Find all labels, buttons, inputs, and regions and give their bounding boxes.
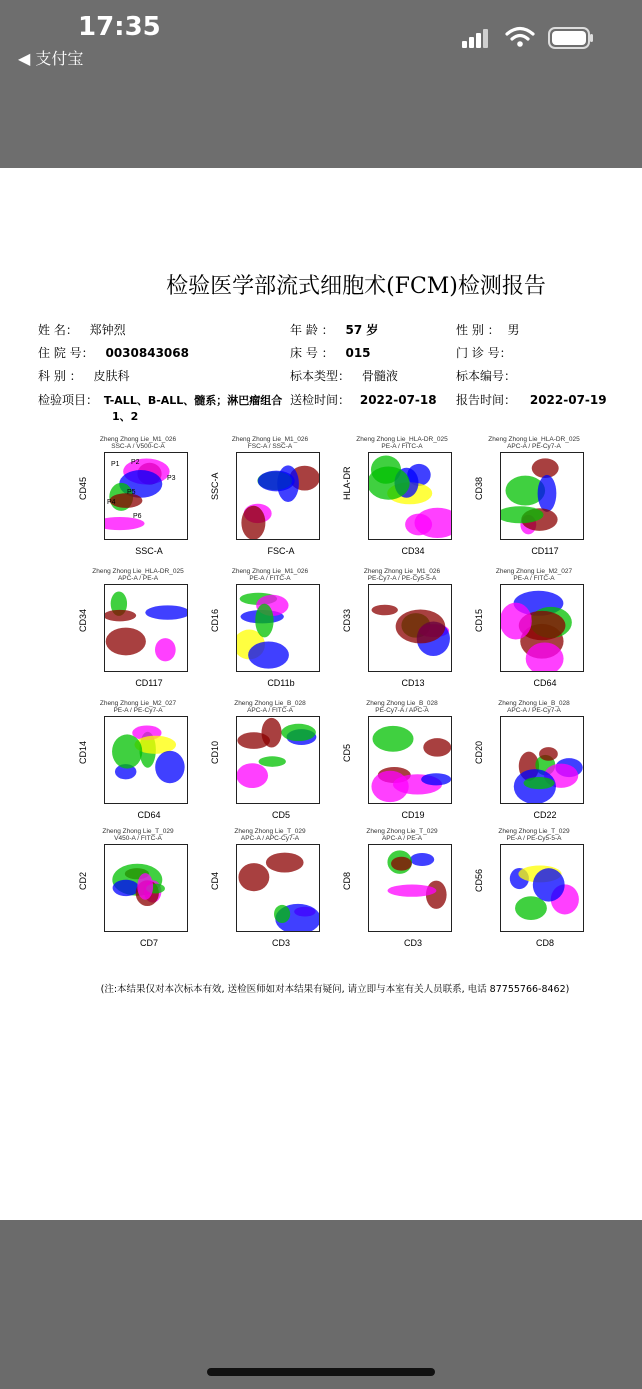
plot-y-label: CD45 [78, 476, 88, 500]
test-items-label: 检验项目： [38, 393, 99, 407]
plot-title-line1: Zheng Zhong Lie_T_029 [102, 828, 174, 835]
report-sheet [0, 168, 642, 1220]
scatter-cloud [237, 845, 319, 931]
plot-title-line1: Zheng Zhong Lie_B_028 [366, 700, 438, 707]
plot-title-line2: APC-A / PE-A [381, 835, 423, 842]
plot-title [78, 436, 198, 450]
plot-x-label: CD117 [531, 546, 559, 556]
outpatient-row [456, 344, 512, 361]
plot-title-line1: Zheng Zhong Lie_M1_026 [363, 568, 441, 575]
plot-y-label: SSC-A [210, 472, 220, 500]
cell-population [262, 718, 282, 748]
plot-title-line1: Zheng Zhong Lie_M2_027 [99, 700, 177, 707]
plot-title-line2: PE-Cy7-A / PE-Cy5-5-A [367, 575, 437, 582]
plot-title-line2: APC-A / PE-Cy7-A [507, 443, 561, 450]
cell-population [373, 726, 414, 752]
plot-title-line2: SSC-A / V500-C-A [111, 443, 165, 450]
plot-area [368, 844, 452, 932]
cell-population [258, 471, 295, 492]
dept-label: 科 别 ： [38, 369, 82, 383]
plot-y-label: HLA-DR [342, 466, 352, 500]
plot-y-label: CD14 [78, 740, 88, 764]
plot-area [500, 844, 584, 932]
cell-population [241, 506, 265, 539]
cell-population [421, 773, 451, 785]
plot-area [500, 716, 584, 804]
plot-title-line2: FSC-A / SSC-A [247, 443, 293, 450]
plot-x-label: CD19 [401, 810, 425, 820]
plot-title [342, 568, 462, 582]
scatter-plot [342, 828, 462, 948]
plot-y-label: CD34 [78, 608, 88, 632]
plot-y-label: CD10 [210, 740, 220, 764]
specimen-type: 骨髓液 [361, 369, 398, 383]
wifi-icon [505, 26, 535, 48]
bottom-area [0, 1220, 642, 1389]
cell-population [391, 857, 412, 871]
cell-population [105, 610, 136, 622]
dept-row [38, 367, 129, 384]
cell-population [396, 609, 446, 643]
plot-title [78, 828, 198, 842]
back-to-alipay-link[interactable]: ◀ 支付宝 [18, 49, 84, 68]
scatter-cloud [105, 585, 187, 671]
sent-time-label: 送检时间： [290, 393, 351, 407]
scatter-plot [474, 700, 594, 820]
plot-title [474, 568, 594, 582]
test-items-continued: 1、2 [112, 410, 139, 423]
plot-title [474, 700, 594, 714]
name-row [38, 321, 126, 338]
patient-age: 57 岁 [345, 323, 379, 337]
scatter-cloud [237, 717, 319, 803]
scatter-cloud [105, 717, 187, 803]
gate-label: P2 [131, 459, 140, 466]
cell-population [532, 458, 559, 478]
cell-population [281, 724, 316, 741]
gate-label: P6 [133, 513, 142, 520]
plot-title-line2: APC-A / PE-A [117, 575, 159, 582]
plot-title-line2: PE-A / FITC-A [513, 575, 555, 582]
cell-population [369, 467, 410, 500]
scatter-cloud [369, 845, 451, 931]
report-time-label: 报告时间： [456, 393, 517, 407]
scatter-plot [210, 436, 330, 556]
plot-area [500, 584, 584, 672]
gate-label: P1 [111, 461, 120, 468]
plot-area [104, 584, 188, 672]
plot-title [210, 828, 330, 842]
specimen-type-row [290, 367, 398, 384]
plot-x-label: CD22 [533, 810, 557, 820]
cell-population [423, 738, 451, 757]
report-title: 检验医学部流式细胞术(FCM)检测报告 [166, 274, 546, 299]
plot-y-label: CD33 [342, 608, 352, 632]
scatter-cloud [369, 453, 451, 539]
plot-x-label: CD11b [267, 678, 295, 688]
scatter-plot [78, 568, 198, 688]
status-time: 17:35 [78, 12, 161, 42]
cell-population [388, 884, 437, 896]
plot-title-line2: APC-A / APC-Cy7-A [240, 835, 300, 842]
scatter-plot [474, 568, 594, 688]
plot-title-line1: Zheng Zhong Lie_T_029 [498, 828, 570, 835]
signal-icon [462, 28, 490, 48]
plot-title-line1: Zheng Zhong Lie_M1_026 [231, 436, 309, 443]
plot-area [236, 452, 320, 540]
plot-x-label: CD64 [533, 678, 557, 688]
plot-area [368, 452, 452, 540]
plot-y-label: CD5 [342, 744, 352, 763]
battery-icon [548, 27, 594, 49]
plot-title [474, 436, 594, 450]
plot-x-label: CD8 [535, 938, 554, 948]
plot-title-line1: Zheng Zhong Lie_B_028 [498, 700, 570, 707]
gate-label: P4 [107, 499, 116, 506]
home-indicator[interactable] [207, 1368, 435, 1376]
scatter-cloud [369, 585, 451, 671]
cell-population [501, 603, 532, 640]
inpatient-row [38, 344, 189, 361]
plot-title-line2: APC-A / FITC-A [247, 707, 293, 714]
test-items-row [38, 391, 282, 408]
plot-title-line2: PE-A / PE-Cy5-5-A [506, 835, 562, 842]
plot-y-label: CD16 [210, 608, 220, 632]
scatter-cloud [501, 585, 583, 671]
plot-area [368, 716, 452, 804]
scatter-plot [342, 568, 462, 688]
scatter-cloud [237, 453, 319, 539]
cell-population [155, 751, 184, 783]
plot-title-line2: PE-A / FITC-A [381, 443, 423, 450]
scatter-cloud [369, 717, 451, 803]
scatter-cloud [105, 845, 187, 931]
cell-population [137, 873, 153, 900]
plot-title [342, 828, 462, 842]
specimen-type-label: 标本类型： [290, 369, 351, 383]
plot-y-label: CD38 [474, 476, 484, 500]
scatter-plot [78, 436, 198, 556]
plot-title-line2: PE-Cy7-A / APC-A [375, 707, 429, 714]
cell-population [238, 863, 269, 891]
plot-y-label: CD20 [474, 740, 484, 764]
inpatient-label: 住 院 号： [38, 346, 94, 360]
plot-y-label: CD56 [474, 868, 484, 892]
plot-x-label: CD64 [137, 810, 161, 820]
bed-row [290, 344, 371, 361]
report-time-row [456, 391, 607, 408]
plot-title-line1: Zheng Zhong Lie_M2_027 [495, 568, 573, 575]
plot-title-line1: Zheng Zhong Lie_M1_026 [231, 568, 309, 575]
patient-sex: 男 [507, 323, 520, 337]
plot-title-line1: Zheng Zhong Lie_T_029 [234, 828, 306, 835]
plot-y-label: CD2 [78, 872, 88, 891]
scatter-plot [78, 828, 198, 948]
plot-x-label: FSC-A [267, 546, 295, 556]
gate-label: P5 [127, 489, 136, 496]
scatter-plot [474, 828, 594, 948]
age-label: 年 龄 ： [290, 323, 334, 337]
scatter-plot [342, 436, 462, 556]
plot-area [368, 584, 452, 672]
plot-title-line1: Zheng Zhong Lie_HLA-DR_025 [488, 436, 580, 443]
bed-number: 015 [345, 346, 371, 360]
scatter-plot [210, 700, 330, 820]
scatter-cloud [501, 453, 583, 539]
scatter-plot [342, 700, 462, 820]
plot-title-line2: PE-A / FITC-A [249, 575, 291, 582]
plot-area [104, 716, 188, 804]
plot-area [236, 844, 320, 932]
scatter-cloud [237, 585, 319, 671]
plot-x-label: CD7 [139, 938, 158, 948]
specimen-no-row [456, 367, 516, 384]
cell-population [266, 853, 304, 873]
plot-y-label: CD8 [342, 872, 352, 891]
plot-title-line1: Zheng Zhong Lie_M1_026 [99, 436, 177, 443]
scatter-plot [210, 568, 330, 688]
scatter-plot [210, 828, 330, 948]
test-items: T-ALL、B-ALL、髓系；淋巴瘤组合 [103, 394, 283, 407]
cell-population [410, 853, 434, 866]
plot-title-line1: Zheng Zhong Lie_B_028 [234, 700, 306, 707]
patient-name: 郑钟烈 [89, 323, 126, 337]
sex-row [456, 321, 519, 338]
plot-x-label: CD117 [135, 678, 163, 688]
plot-title-line1: Zheng Zhong Lie_HLA-DR_025 [92, 568, 184, 575]
plot-x-label: CD34 [401, 546, 425, 556]
plot-area [236, 716, 320, 804]
cell-population [524, 777, 555, 789]
plot-x-label: CD3 [271, 938, 290, 948]
outpatient-label: 门 诊 号： [456, 346, 512, 360]
cell-population [539, 747, 558, 761]
sent-time-row [290, 391, 437, 408]
plot-title-line1: Zheng Zhong Lie_HLA-DR_025 [356, 436, 448, 443]
bed-label: 床 号 ： [290, 346, 334, 360]
cell-population [248, 641, 289, 668]
plot-area [500, 452, 584, 540]
scatter-plot [474, 436, 594, 556]
plot-x-label: CD13 [401, 678, 425, 688]
plot-title [342, 700, 462, 714]
cell-population [259, 756, 286, 767]
plot-title-line1: Zheng Zhong Lie_T_029 [366, 828, 438, 835]
scatter-cloud [501, 717, 583, 803]
cell-population [538, 475, 557, 512]
plot-area [236, 584, 320, 672]
scatter-plot [78, 700, 198, 820]
cell-population [112, 734, 142, 768]
sex-label: 性 别 ： [456, 323, 500, 337]
plot-title [78, 568, 198, 582]
inpatient-number: 0030843068 [105, 346, 189, 360]
cell-population [155, 638, 176, 661]
plot-title [78, 700, 198, 714]
plot-x-label: SSC-A [135, 546, 163, 556]
cell-population [237, 763, 268, 788]
plot-title [474, 828, 594, 842]
plot-x-label: CD3 [403, 938, 422, 948]
plot-title [342, 436, 462, 450]
specimen-no-label: 标本编号： [456, 369, 517, 383]
cell-population [274, 905, 290, 923]
gate-label: P3 [167, 475, 176, 482]
scatter-cloud [501, 845, 583, 931]
cell-population [533, 868, 565, 901]
plot-title [210, 700, 330, 714]
cell-population [113, 880, 140, 896]
cell-population [371, 771, 408, 802]
age-row [290, 321, 378, 338]
department: 皮肤科 [93, 369, 130, 383]
plot-title-line2: V450-A / FITC-A [114, 835, 162, 842]
report-time: 2022-07-19 [529, 393, 607, 407]
cell-population [145, 605, 187, 619]
plot-title-line2: APC-A / PE-Cy7-A [507, 707, 561, 714]
report-note: (注:本结果仅对本次标本有效, 送检医师如对本结果有疑问, 请立即与本室有关人员联系, 电话 87755766-8462) [100, 984, 570, 995]
status-bar [0, 0, 642, 168]
plot-title [210, 436, 330, 450]
plot-area [104, 844, 188, 932]
plot-area [104, 452, 188, 540]
cell-population [106, 628, 146, 656]
sent-time: 2022-07-18 [359, 393, 437, 407]
plot-y-label: CD4 [210, 872, 220, 891]
plot-y-label: CD15 [474, 608, 484, 632]
plot-title [210, 568, 330, 582]
name-label: 姓 名： [38, 323, 78, 337]
plot-title-line2: PE-A / PE-Cy7-A [113, 707, 163, 714]
cell-population [372, 605, 398, 616]
plot-x-label: CD5 [271, 810, 290, 820]
cell-population [255, 604, 273, 638]
